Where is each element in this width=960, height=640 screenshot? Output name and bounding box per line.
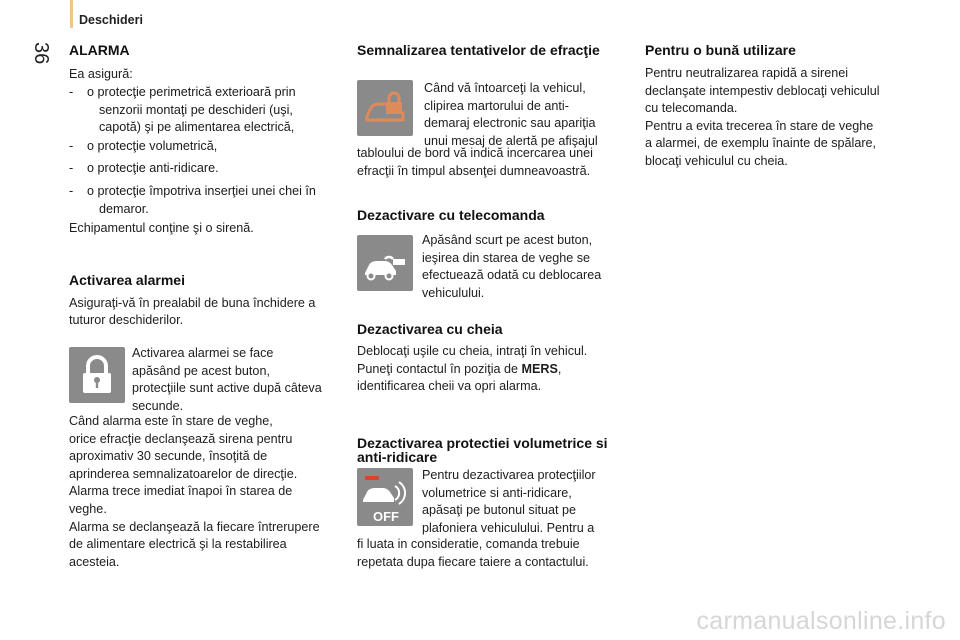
break-in-desc: demaraj electronic sau apariţia: [424, 116, 596, 131]
alarm-warning-icon: [357, 80, 413, 136]
volumetric-desc: apăsaţi pe butonul situat pe: [422, 503, 577, 518]
alarm-behavior: veghe.: [69, 502, 107, 516]
lock-icon: [69, 347, 125, 403]
key-deactivation-desc: identificarea cheii va opri alarma.: [357, 379, 542, 394]
mers-label: MERS: [521, 361, 558, 376]
good-use-text: Pentru a evita trecerea în stare de veghe: [645, 118, 874, 133]
volumetric-deactivation-title: anti-ridicare: [357, 449, 438, 465]
siren-note: Echipamentul conţine şi o sirenă.: [69, 221, 254, 235]
good-use-text: declanşate intempestiv deblocaţi vehiculul: [645, 83, 880, 98]
alarm-title: ALARMA: [69, 42, 130, 58]
activation-desc: protecţiile sunt active după câteva: [132, 381, 322, 396]
activation-desc: apăsând pe acest buton,: [132, 363, 270, 378]
alarm-behavior: Alarma trece imediat înapoi în starea de: [69, 484, 293, 499]
remote-deactivation-desc: Apăsând scurt pe acest buton,: [422, 233, 593, 247]
alarm-behavior: aprinderea semnalizatoarelor de direcţie.: [69, 466, 298, 481]
section-title: Deschideri: [79, 13, 143, 27]
alarm-intro: Ea asigură:: [69, 67, 133, 81]
good-use-text: cu telecomanda.: [645, 101, 738, 116]
volumetric-desc: volumetrice si anti-ridicare,: [422, 485, 572, 500]
activation-desc: Activarea alarmei se face: [132, 346, 274, 360]
off-label: OFF: [373, 509, 399, 524]
alarm-behavior: de alimentare electrică şi la restabilirea: [69, 537, 287, 552]
header-accent-bar: [70, 0, 73, 28]
watermark: carmanualsonline.info: [696, 607, 946, 635]
activation-title: Activarea alarmei: [69, 272, 185, 288]
page-number: 36: [30, 42, 52, 65]
break-in-desc: efracţii în timpul absenţei dumneavoastră.: [357, 163, 591, 178]
remote-deactivation-desc: efectuează odată cu deblocarea: [422, 268, 602, 283]
break-in-desc: clipirea martorului de anti-: [424, 98, 569, 113]
volumetric-desc: Pentru dezactivarea protecţiilor: [422, 468, 596, 482]
volumetric-off-icon: [357, 468, 413, 526]
activation-text: Asiguraţi-vă în prealabil de buna închidere a: [69, 296, 316, 310]
alarm-behavior: Când alarma este în stare de veghe,: [69, 414, 273, 428]
break-in-desc: unui mesaj de alertă pe afişajul: [424, 133, 598, 148]
key-deactivation-desc: Deblocaţi uşile cu cheia, intraţi în vehicul.: [357, 344, 588, 358]
good-use-text: Pentru neutralizarea rapidă a sirenei: [645, 66, 849, 80]
activation-desc: secunde.: [132, 398, 184, 413]
car-unlock-icon: [357, 235, 413, 291]
remote-deactivation-desc: ieşirea din starea de veghe se: [422, 250, 591, 265]
break-in-title: Semnalizarea tentativelor de efracţie: [357, 42, 600, 58]
break-in-desc: Când vă întoarceţi la vehicul,: [424, 81, 586, 95]
activation-text: tuturor deschiderilor.: [69, 313, 184, 327]
alarm-behavior: Alarma se declanşează la fiecare întrerupere: [69, 519, 320, 534]
key-deactivation-desc: Puneţi contactul în poziţia de MERS,: [357, 361, 562, 376]
volumetric-desc: fi luata in consideratie, comanda trebuie: [357, 537, 580, 551]
good-use-title: Pentru o bună utilizare: [645, 42, 796, 58]
alarm-behavior: aproximativ 30 secunde, însoţită de: [69, 449, 268, 464]
good-use-text: blocaţi vehiculul cu cheia.: [645, 154, 788, 168]
key-deactivation-title: Dezactivarea cu cheia: [357, 321, 503, 337]
good-use-text: a alarmei, de exemplu înainte de spălare,: [645, 136, 877, 151]
volumetric-desc: plafoniera vehiculului. Pentru a: [422, 520, 595, 535]
remote-deactivation-desc: vehiculului.: [422, 285, 485, 300]
alarm-behavior: acesteia.: [69, 554, 120, 569]
volumetric-desc: repetata dupa fiecare taiere a contactului.: [357, 554, 589, 569]
break-in-desc: tabloului de bord vă indică incercarea unei: [357, 146, 593, 160]
alarm-behavior: orice efracţie declanşează sirena pentru: [69, 431, 293, 446]
remote-deactivation-title: Dezactivare cu telecomanda: [357, 207, 545, 223]
volumetric-deactivation-title: Dezactivarea protectiei volumetrice si: [357, 435, 608, 451]
